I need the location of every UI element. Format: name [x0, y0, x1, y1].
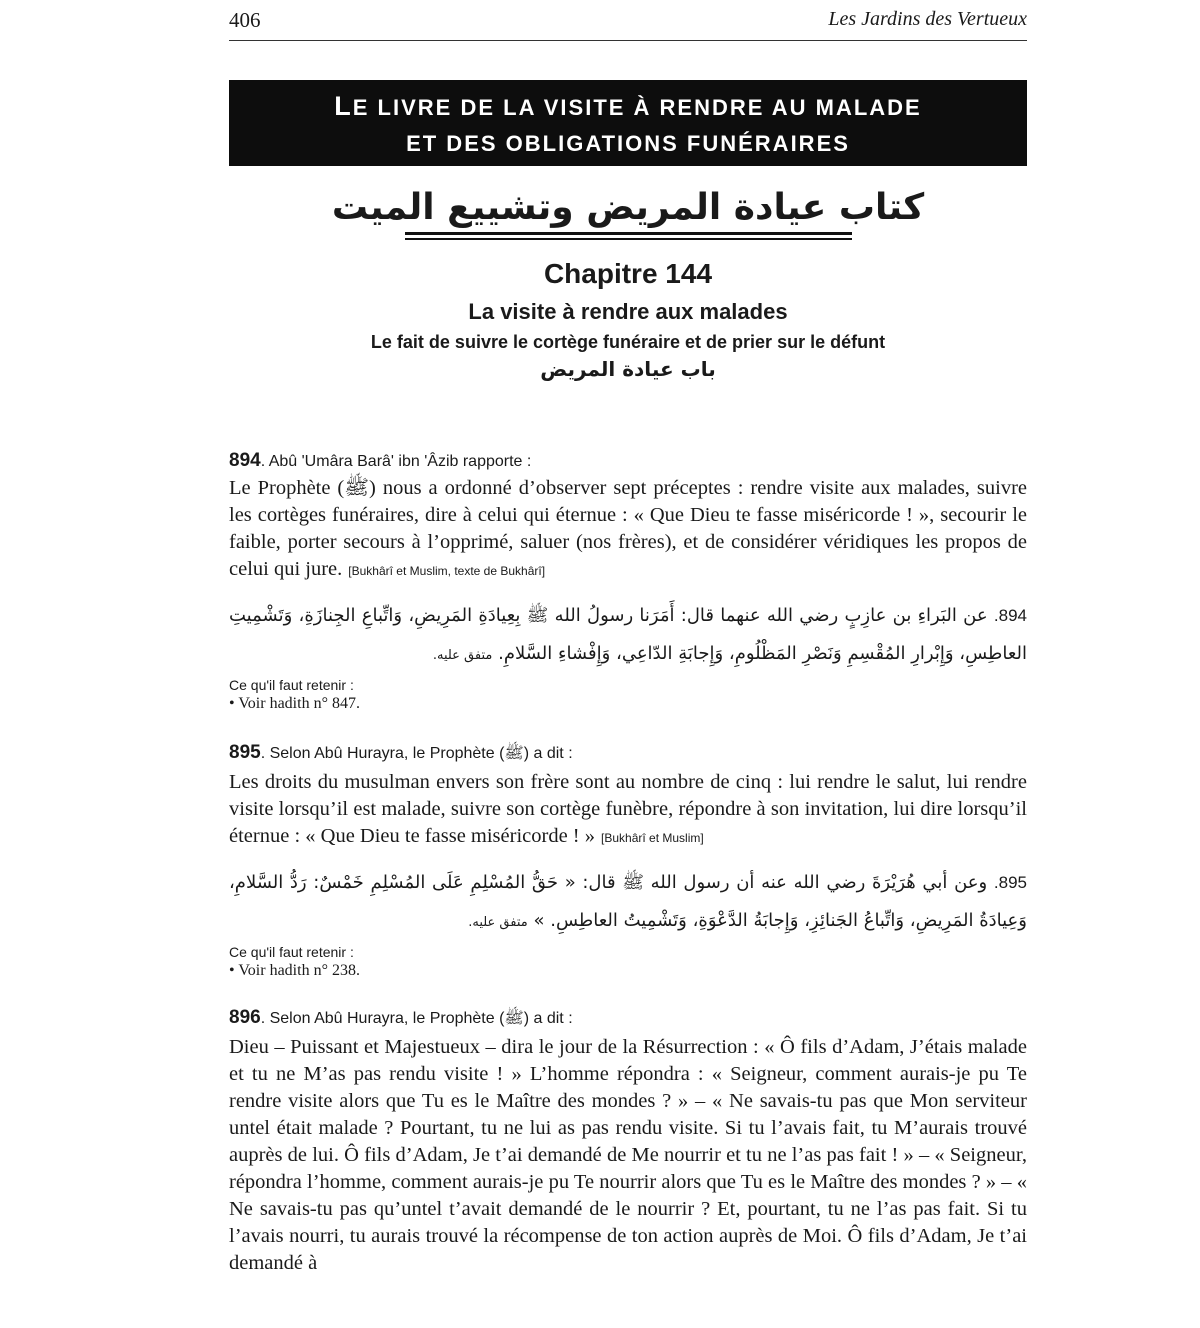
- banner-line-1-text: E LIVRE DE LA VISITE À RENDRE AU MALADE: [352, 95, 922, 120]
- hadith-number: 894: [229, 450, 261, 471]
- hadith-source: [Bukhârî et Muslim]: [601, 831, 704, 845]
- chapter-subtitle: La visite à rendre aux malades: [468, 299, 788, 324]
- arabic-book-title: كتاب عيادة المريض وتشييع الميت: [331, 187, 925, 228]
- retain-label: Ce qu'il faut retenir :: [229, 677, 354, 693]
- retain-label: Ce qu'il faut retenir :: [229, 944, 354, 960]
- hadith-number: 895: [229, 742, 261, 763]
- hadith-894: [229, 450, 1027, 713]
- hadith-text: [229, 769, 1027, 852]
- retain-point: • Voir hadith n° 238.: [229, 962, 360, 979]
- hadith-body: Le Prophète (ﷺ) nous a ordonné d’observer sept préceptes : rendre visite aux malades, suivre les cortèges funéraires, dire à celui qui éternue : « Que Dieu te fasse miséricorde ! », secourir le faible, porter secours à l’opprimé, saluer (nos frères), et de considérer véridiques les propos de celui qui jure.: [229, 477, 1027, 580]
- hadith-arabic: [229, 597, 1027, 675]
- book-page: [229, 0, 1027, 1274]
- banner-initial: L: [334, 91, 353, 121]
- retain-point: • Voir hadith n° 847.: [229, 695, 360, 712]
- arabic-hadith-number: 894.: [993, 606, 1027, 625]
- hadith-895: [229, 742, 1027, 980]
- chapter-subtitle-secondary: Le fait de suivre le cortège funéraire et de prier sur le défunt: [370, 332, 886, 352]
- chapter-arabic-title: باب عيادة المريض: [540, 357, 716, 381]
- hadith-text: Dieu – Puissant et Majestueux – dira le jour de la Résurrection : « Ô fils d’Adam, J’étais malade et tu ne M’as pas rendu visite ! » L’homme répondra : « Seigneur, comment aurais-je pu Te rendre visite alors que Tu es le Maître des mondes ? » – « Ne savais-tu pas que Mon serviteur untel était malade ? Pourtant, tu ne lui as pas rendu visite. Si tu l’avais fait, tu M’aurais trouvé auprès de lui. Ô fils d’Adam, Je t’ai demandé de Me nourrir et tu ne l’as pas fait ! » – « Seigneur, répondra l’homme, comment aurais-je pu Te nourrir alors que Tu es le Maître des mondes ? » – « Ne savais-tu pas qu’untel t’avait demandé de le nourrir ? Et, pourtant, tu ne l’as pas fait. Si tu l’avais nourri, tu aurais trouvé la récompense de ton action auprès de Moi. Ô fils d’Adam, Je t’ai demandé à: [229, 1036, 1027, 1274]
- arabic-source: متفق عليه.: [432, 648, 493, 663]
- hadith-arabic: [229, 864, 1027, 942]
- hadith-intro: . Abû 'Umâra Barâ' ibn 'Âzib rapporte :: [260, 453, 532, 470]
- hadith-text: [229, 475, 1027, 585]
- chapter-heading-block: [229, 258, 1027, 381]
- hadith-body: Les droits du musulman envers son frère sont au nombre de cinq : lui rendre le salut, lui rendre visite lorsqu’il est malade, suivre son cortège funèbre, répondre à son invitation, lui dire lorsqu’il éternue : « Que Dieu te fasse miséricorde ! »: [229, 771, 1027, 847]
- hadith-header: [229, 742, 1027, 766]
- rule-thick: [405, 232, 852, 235]
- hadith-intro: . Selon Abû Hurayra, le Prophète (ﷺ) a dit :: [260, 745, 573, 762]
- chapter-title: Chapitre 144: [543, 258, 713, 289]
- hadith-header: [229, 450, 1027, 472]
- book-banner: [229, 80, 1027, 166]
- arabic-hadith-number: 895.: [993, 873, 1027, 892]
- arabic-text: عن البَراءِ بن عازِبٍ رضي الله عنهما قال: أَمَرَنا رسولُ الله ﷺ بِعِيادَةِ المَرِيضِ، وَاتِّباعِ الجِنازَةِ، وَتَشْمِيتِ العاطِسِ، وَإِبْرارِ المُقْسِمِ وَنَصْرِ المَظْلُومِ، وَإِجابَةِ الدّاعِي، وَإِفْشاءِ السَّلامِ.: [229, 605, 1027, 664]
- rule-thin: [405, 238, 852, 240]
- double-rule: [405, 232, 852, 240]
- arabic-source: متفق عليه.: [468, 915, 528, 930]
- hadith-number: 896: [229, 1007, 261, 1028]
- page-number: 406: [229, 8, 261, 32]
- banner-line-1: [229, 80, 1027, 122]
- arabic-text: وعن أبي هُرَيْرَةَ رضي الله عنه أن رسول الله ﷺ قال: « حَقُّ المُسْلِمِ عَلَى المُسْلِمِ خَمْسٌ: رَدُّ السَّلامِ، وَعِيادَةُ المَرِيضِ، وَاتِّباعُ الجَنائِزِ، وَإِجابَةُ الدَّعْوَةِ، وَتَشْمِيتُ العاطِسِ. »: [229, 872, 1027, 931]
- hadith-896: [229, 1007, 1027, 1277]
- running-header: [229, 0, 1027, 41]
- hadith-header: [229, 1007, 1027, 1031]
- banner-line-2: ET DES OBLIGATIONS FUNÉRAIRES: [406, 131, 850, 156]
- book-title: Les Jardins des Vertueux: [828, 8, 1027, 30]
- hadith-intro: . Selon Abû Hurayra, le Prophète (ﷺ) a dit :: [260, 1010, 573, 1027]
- retain-point-text: Voir hadith n° 847.: [238, 695, 360, 712]
- retain-point-text: Voir hadith n° 238.: [238, 962, 360, 979]
- hadith-source: [Bukhârî et Muslim, texte de Bukhârî]: [348, 564, 546, 578]
